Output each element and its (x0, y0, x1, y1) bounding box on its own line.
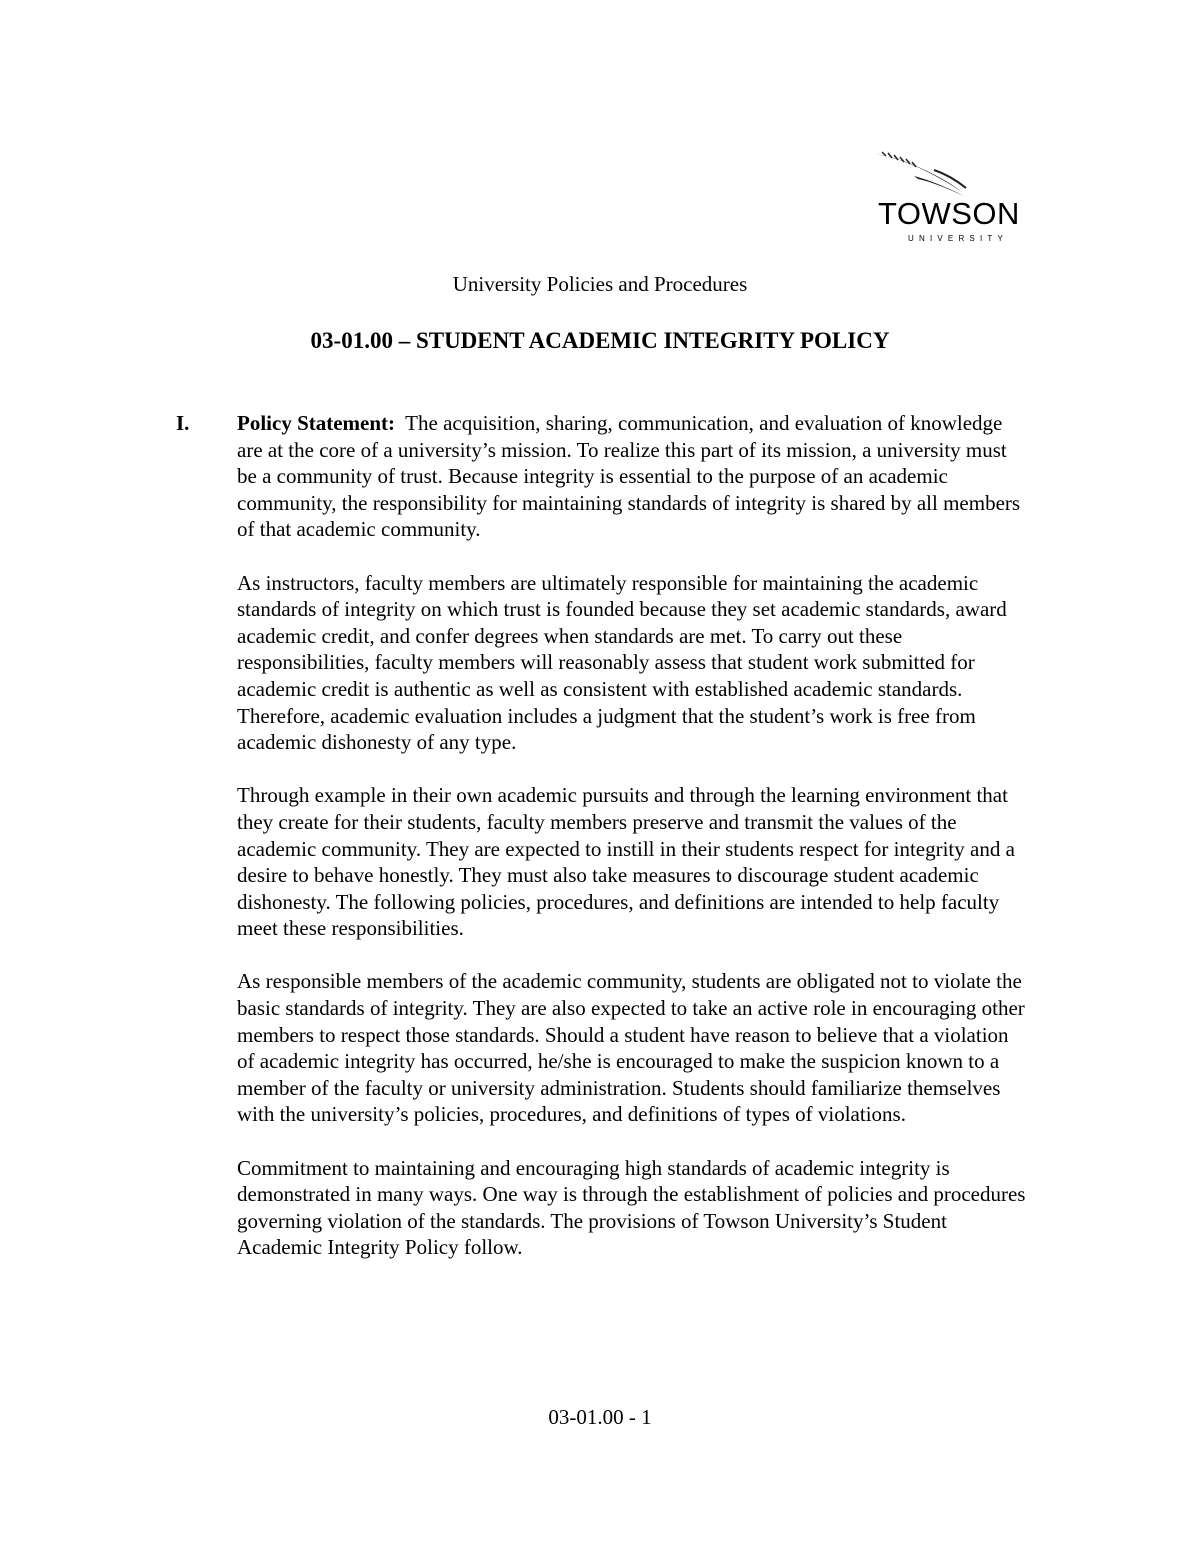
paragraph-3: Through example in their own academic pursuits and through the learning environment that they create for their students, faculty members preserve and transmit the values of the academic community. They are expected to instill in their students respect for integrity and a desire to behave honestly. They must also take measures to discourage student academic dishonesty. The following policies, procedures, and definitions are intended to help faculty meet these responsibilities. (237, 783, 1015, 941)
section-number: I. (176, 411, 190, 435)
paragraph-4: As responsible members of the academic community, students are obligated not to violate the basic standards of integrity. They are also expected to take an active role in encouraging other members to respect those standards. Should a student have reason to believe that a violation of academic integrity has occurred, he/she is encouraged to make the suspicion known to a member of the faculty or university administration. Students should familiarize themselves with the university’s policies, procedures, and definitions of types of violations. (237, 969, 1025, 1127)
policy-body (237, 410, 1027, 1288)
paragraph-1-text: The acquisition, sharing, communication, and evaluation of knowledge are at the core of a university’s mission. To realize this part of its mission, a university must be a community of trust. Because integrity is essential to the purpose of an academic community, the responsibility for maintaining standards of integrity is shared by all members of that academic community. (237, 411, 1021, 542)
section-label: Policy Statement: (237, 411, 396, 435)
logo-wordmark: TOWSON (878, 196, 1020, 231)
document-header: University Policies and Procedures (452, 272, 748, 296)
logo-subtitle: UNIVERSITY (908, 234, 1009, 243)
page-number: 03-01.00 - 1 (548, 1405, 652, 1429)
paragraph-5: Commitment to maintaining and encouraging high standards of academic integrity is demonstrated in many ways. One way is through the establishment of policies and procedures governing violation of the standards. The provisions of Towson University’s Student Academic Integrity Policy follow. (237, 1155, 1026, 1260)
paragraph-1 (237, 410, 1027, 543)
university-logo (868, 150, 1028, 250)
feather-icon (874, 150, 969, 198)
paragraph-2: As instructors, faculty members are ultimately responsible for maintaining the academic standards of integrity on which trust is founded because they set academic standards, award academic credit, and confer degrees when standards are met. To carry out these responsibilities, faculty members will reasonably assess that student work submitted for academic credit is authentic as well as consistent with established academic standards. Therefore, academic evaluation includes a judgment that the student’s work is free from academic dishonesty of any type. (237, 570, 1007, 755)
policy-title: 03-01.00 – STUDENT ACADEMIC INTEGRITY POLICY (310, 328, 890, 353)
